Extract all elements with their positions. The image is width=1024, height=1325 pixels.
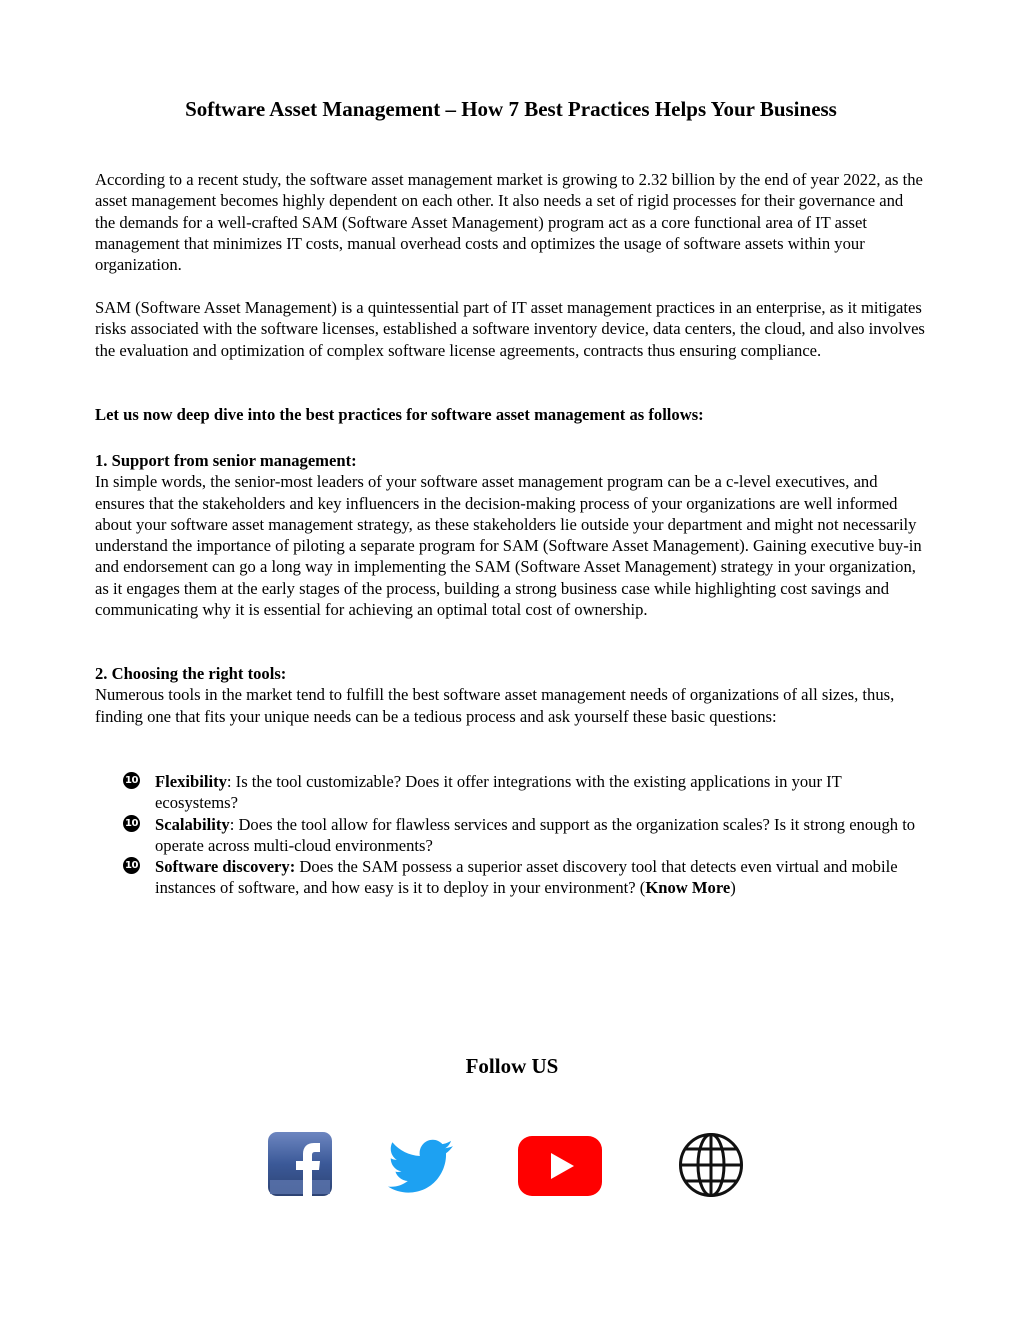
bullet-close-paren: ): [730, 878, 736, 898]
bullet-text: : Does the tool allow for flawless services and support as the organization scales? Is it strong enough to operate across multi-cloud environments?: [155, 814, 916, 855]
list-item: [95, 814, 927, 857]
section-right-tools: [95, 663, 927, 727]
section-senior-management: [95, 450, 927, 620]
twitter-icon[interactable]: [388, 1138, 454, 1196]
section-text: In simple words, the senior-most leaders of your software asset management program can be a c-level executives, and ensures that the stakeholders and key influencers in the decision-making process of your organizations are well informed about your software asset management strategy, as these stakeholders lie outside your department and might not necessarily understand the importance of piloting a separate program for SAM (Software Asset Management). Gaining executive buy-in and endorsement can go a long way in implementing the SAM (Software Asset Management) strategy in your organization, as it engages them at the early stages of the process, building a strong business case while highlighting cost savings and communicating why it is essential for achieving an optimal total cost of ownership.: [95, 472, 922, 620]
list-item: [95, 856, 927, 899]
bullet-text: Does the SAM possess a superior asset discovery tool that detects even virtual and mobile instances of software, and how easy is it to deploy in your environment? (: [155, 857, 898, 898]
lead-in-paragraph: Let us now deep dive into the best practices for software asset management as follows:: [95, 405, 704, 424]
know-more-link[interactable]: Know More: [645, 878, 731, 898]
number-ten-bullet-icon: 10: [123, 857, 140, 874]
section-heading: 1. Support from senior management:: [95, 451, 357, 470]
intro-paragraph: According to a recent study, the software asset management market is growing to 2.32 billion by the end of year 2022, as the asset management becomes highly dependent on each other. It also needs a set of rigid processes for their governance and the demands for a well-crafted SAM (Software Asset Management) program act as a core functional area of IT asset management that minimizes IT costs, manual overhead costs and optimizes the usage of software assets within your organization.: [95, 170, 923, 275]
globe-icon[interactable]: [678, 1132, 744, 1198]
bullet-text: : Is the tool customizable? Does it offer integrations with the existing applications in your IT ecosystems?: [155, 772, 842, 813]
section-heading: 2. Choosing the right tools:: [95, 664, 287, 683]
page-title: Software Asset Management – How 7 Best Practices Helps Your Business: [185, 97, 837, 121]
follow-us-heading: Follow US: [465, 1054, 559, 1078]
list-item: [95, 771, 927, 814]
bullet-term: Flexibility: [155, 772, 227, 791]
sam-paragraph: SAM (Software Asset Management) is a quintessential part of IT asset management practices in an enterprise, as it mitigates risks associated with the software licenses, established a software inventory device, data centers, the cloud, and also involves the evaluation and optimization of complex software license agreements, contracts thus ensuring compliance.: [95, 298, 925, 360]
number-ten-bullet-icon: 10: [123, 815, 140, 832]
bullet-term: Scalability: [155, 814, 230, 834]
section-text: Numerous tools in the market tend to fulfill the best software asset management needs of organizations of all sizes, thus, finding one that fits your unique needs can be a tedious process and ask yourself these basic questions:: [95, 685, 895, 726]
number-ten-bullet-icon: 10: [123, 772, 140, 789]
questions-list: [95, 771, 927, 899]
bullet-term: Software discovery:: [155, 857, 296, 877]
youtube-icon[interactable]: [518, 1136, 602, 1196]
facebook-icon[interactable]: [268, 1132, 332, 1196]
